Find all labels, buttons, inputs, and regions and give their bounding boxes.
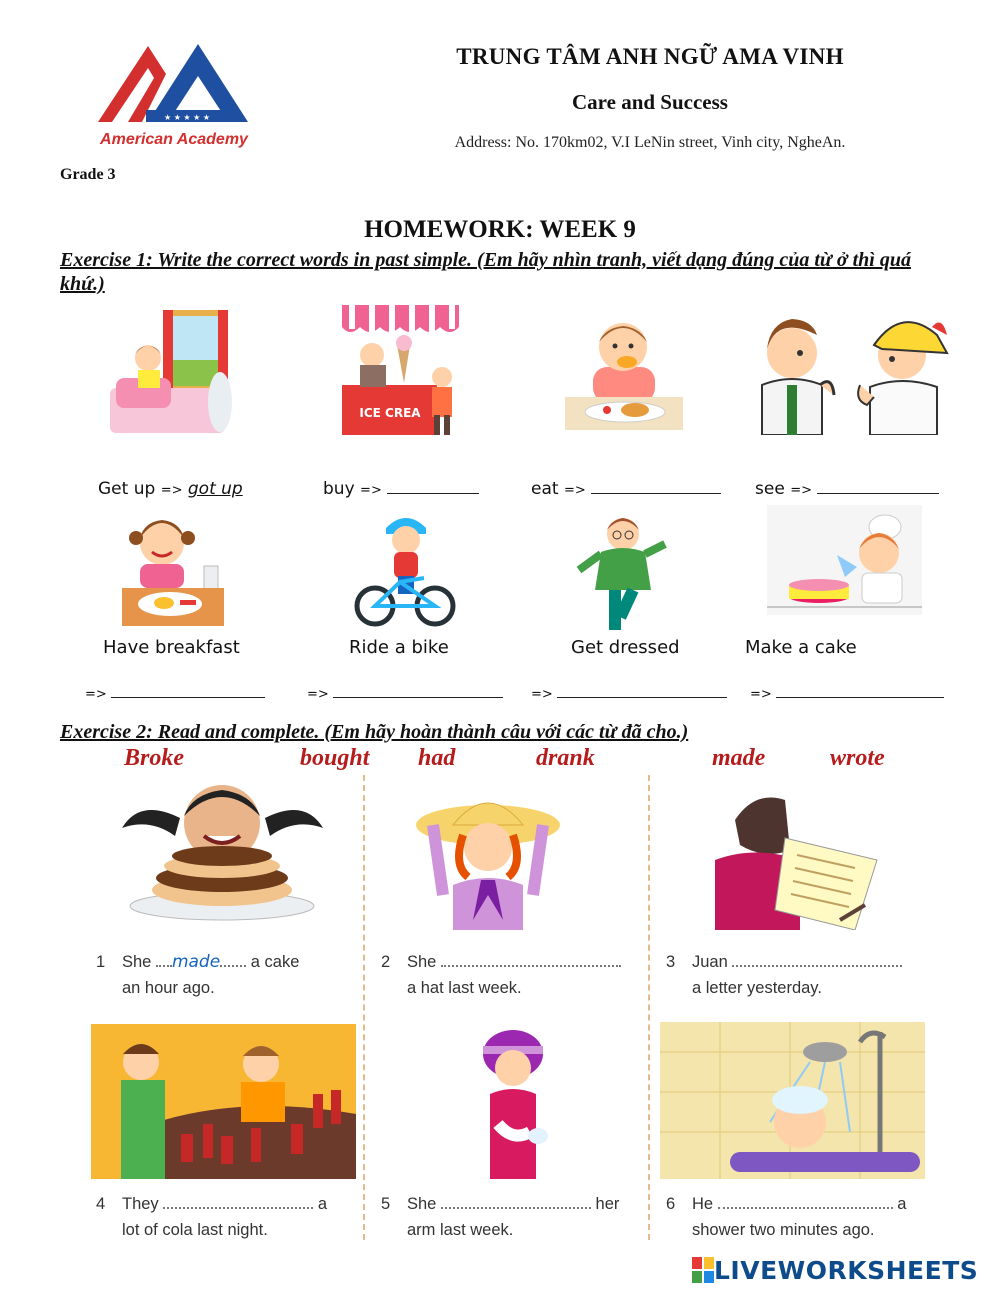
slogan: Care and Success	[572, 90, 728, 114]
ex1-item-arrow: =>	[563, 483, 586, 498]
ex1-item-1	[98, 479, 243, 499]
ex1-item-4	[755, 479, 939, 499]
boy-eating-picture	[565, 312, 683, 430]
ex2-item-number: 6	[666, 1195, 676, 1213]
ex2-after: a	[317, 1195, 328, 1213]
ex1-answer-input[interactable]	[817, 480, 939, 494]
ex2-dots	[220, 955, 246, 967]
column-divider	[363, 775, 365, 1240]
ex1-answer-input[interactable]	[111, 684, 265, 698]
woman-with-hat-picture	[413, 785, 563, 930]
boy-in-shower-picture	[660, 1022, 925, 1179]
ex1-item-arrow: =>	[790, 483, 812, 498]
ex2-sentence-1	[96, 949, 358, 1001]
grade-label: Grade 3	[60, 166, 116, 183]
ex2-item-number: 2	[381, 953, 391, 971]
boy-getting-dressed-picture	[575, 510, 670, 635]
ex2-sentence-6	[666, 1191, 928, 1243]
ex1-row2-answer-1	[85, 684, 265, 702]
ex2-item-number: 3	[666, 953, 676, 971]
boy-writing-letter-picture	[705, 790, 880, 930]
liveworksheets-logo[interactable]	[692, 1255, 978, 1285]
ex2-after: a cake	[250, 953, 300, 971]
ex1-phrase-get-dressed: Get dressed	[571, 637, 680, 658]
ex2-line2: an hour ago.	[122, 979, 215, 997]
girl-having-breakfast-picture	[122, 508, 224, 626]
ex2-item-number: 4	[96, 1195, 106, 1213]
ex2-line2: a hat last week.	[407, 979, 522, 997]
ex1-item-arrow: =>	[85, 687, 107, 702]
ex1-phrase-have-breakfast: Have breakfast	[103, 637, 240, 658]
ex1-item-word: see	[755, 479, 785, 499]
girl-making-cake-picture	[767, 505, 922, 615]
ex2-subject: She	[122, 953, 152, 971]
ex2-sentence-2	[381, 949, 643, 1001]
ex2-answer-input[interactable]	[732, 955, 902, 967]
ex1-item-word: buy	[323, 479, 355, 499]
ex2-answer-input[interactable]	[163, 1197, 313, 1209]
boy-riding-bike-picture	[350, 510, 456, 628]
svg-text:★ ★ ★ ★ ★: ★ ★ ★ ★ ★	[163, 113, 211, 122]
exercise1-title: Exercise 1: Write the correct words in past simple. (Em hãy nhìn tranh, viết dạng đúng của từ ở thì quá khứ.)	[60, 249, 911, 295]
ex1-item-arrow: =>	[531, 687, 553, 702]
ex2-after: a	[897, 1195, 907, 1213]
two-boys-seeing-each-other-picture	[742, 305, 952, 435]
ex1-answer-input[interactable]	[776, 684, 944, 698]
ex2-sentence-4	[96, 1191, 358, 1243]
ex1-item-arrow: =>	[160, 483, 183, 498]
ex2-answer-input[interactable]	[718, 1197, 893, 1209]
ex1-item-arrow: =>	[750, 687, 772, 702]
exercise2-title: Exercise 2: Read and complete. (Em hãy hoàn thành câu với các từ đã cho.)	[60, 721, 689, 743]
word-bank-drank[interactable]: drank	[536, 745, 595, 771]
ex2-answer-input[interactable]	[441, 1197, 591, 1209]
ex1-row2-answer-2	[307, 684, 503, 702]
ex1-phrase-make-a-cake: Make a cake	[745, 637, 857, 658]
ex1-answer-input[interactable]	[557, 684, 727, 698]
word-bank-made[interactable]: made	[712, 745, 766, 771]
ex2-after: her	[595, 1195, 620, 1213]
ice-cream-sign: ICE CREA	[359, 406, 421, 420]
word-bank-had[interactable]: had	[418, 745, 456, 771]
word-bank-broke[interactable]: Broke	[124, 745, 184, 771]
ex2-subject: He	[692, 1195, 714, 1213]
ex2-subject: She	[407, 953, 437, 971]
ex2-line2: arm last week.	[407, 1221, 514, 1239]
ex2-answer-filled[interactable]: made	[171, 952, 221, 972]
word-bank-wrote[interactable]: wrote	[830, 745, 885, 771]
liveworksheets-icon	[692, 1257, 714, 1283]
column-divider	[648, 775, 650, 1240]
ex2-line2: a letter yesterday.	[692, 979, 822, 997]
ex2-item-number: 1	[96, 953, 106, 971]
ex2-dots	[156, 955, 172, 967]
ex2-sentence-3	[666, 949, 928, 1001]
friends-drinking-cola-picture	[91, 1024, 356, 1179]
ex1-item-word: Get up	[98, 479, 156, 499]
ex1-answer-input[interactable]	[591, 480, 721, 494]
ex1-answer-input[interactable]	[333, 684, 503, 698]
ex1-item-arrow: =>	[307, 687, 329, 702]
brand-name-logo-text: American Academy	[100, 131, 248, 148]
ex1-answer-input[interactable]	[387, 480, 479, 494]
ex1-row2-answer-3	[531, 684, 727, 702]
ex2-subject: Juan	[692, 953, 728, 971]
ex1-answer-got-up[interactable]: got up	[187, 479, 243, 499]
woman-broken-arm-picture	[468, 1024, 558, 1179]
ex2-answer-input[interactable]	[441, 955, 621, 967]
ex1-item-word: eat	[531, 479, 559, 499]
ex2-sentence-5	[381, 1191, 643, 1243]
ex2-subject: They	[122, 1195, 159, 1213]
ex1-item-2	[323, 479, 479, 499]
address: Address: No. 170km02, V.I LeNin street, Vinh city, NgheAn.	[454, 134, 846, 151]
ex1-item-arrow: =>	[360, 483, 382, 498]
ice-cream-shop-picture	[342, 305, 459, 435]
ex2-item-number: 5	[381, 1195, 391, 1213]
ex1-row2-answer-4	[750, 684, 944, 702]
word-bank-bought[interactable]: bought	[300, 745, 370, 771]
ex2-line2: shower two minutes ago.	[692, 1221, 875, 1239]
ex1-item-3	[531, 479, 721, 499]
liveworksheets-brand: LIVEWORKSHEETS	[714, 1255, 979, 1285]
center-name: TRUNG TÂM ANH NGỮ AMA VINH	[456, 44, 844, 69]
girl-waking-up-picture	[108, 310, 233, 435]
american-academy-logo	[88, 40, 268, 155]
ex1-phrase-ride-a-bike: Ride a bike	[349, 637, 449, 658]
girl-with-cake-picture	[120, 778, 325, 930]
homework-title: HOMEWORK: WEEK 9	[364, 216, 636, 243]
ex2-subject: She	[407, 1195, 437, 1213]
ex2-line2: lot of cola last night.	[122, 1221, 268, 1239]
